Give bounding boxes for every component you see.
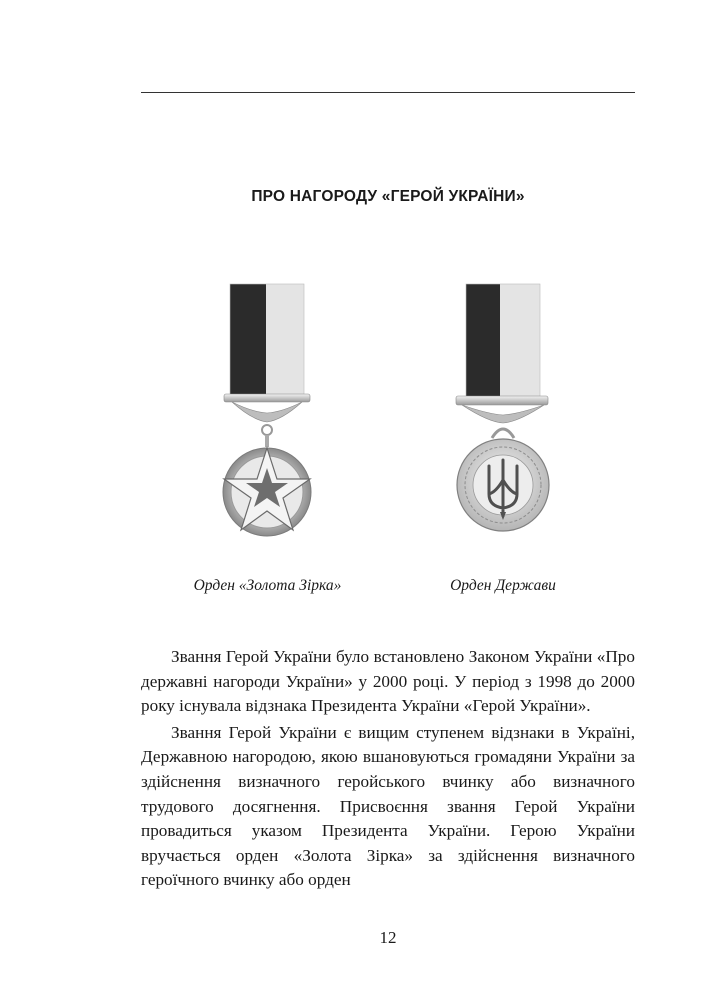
body-text xyxy=(141,645,635,893)
paragraph: Звання Герой України є вищим ступенем відзнаки в Україні, Державною нагородою, якою вшановуються громадяни України за здійснення визначного геройського вчинку або визначного трудового досягнення. Присвоєння звання Герой України провадиться указом Президента України. Герою України вручається орден «Золота Зірка» за здійснення визначного героїчного вчинку або орден xyxy=(141,722,635,890)
gold-star-medal-image xyxy=(212,280,324,540)
figure-caption-order-of-state: Орден Держави xyxy=(450,577,556,594)
paragraph: Звання Герой України було встановлено Законом України «Про державні нагороди України» у 2000 році. У період з 1998 до 2000 року існувала відзнака Президента України «Герой України». xyxy=(141,647,635,716)
header-rule xyxy=(141,92,635,93)
order-of-state-medal-image xyxy=(448,280,560,550)
page-title: ПРО НАГОРОДУ «ГЕРОЙ УКРАЇНИ» xyxy=(251,188,525,205)
figure-caption-gold-star: Орден «Золота Зірка» xyxy=(193,577,342,594)
page-number: 12 xyxy=(379,928,397,947)
